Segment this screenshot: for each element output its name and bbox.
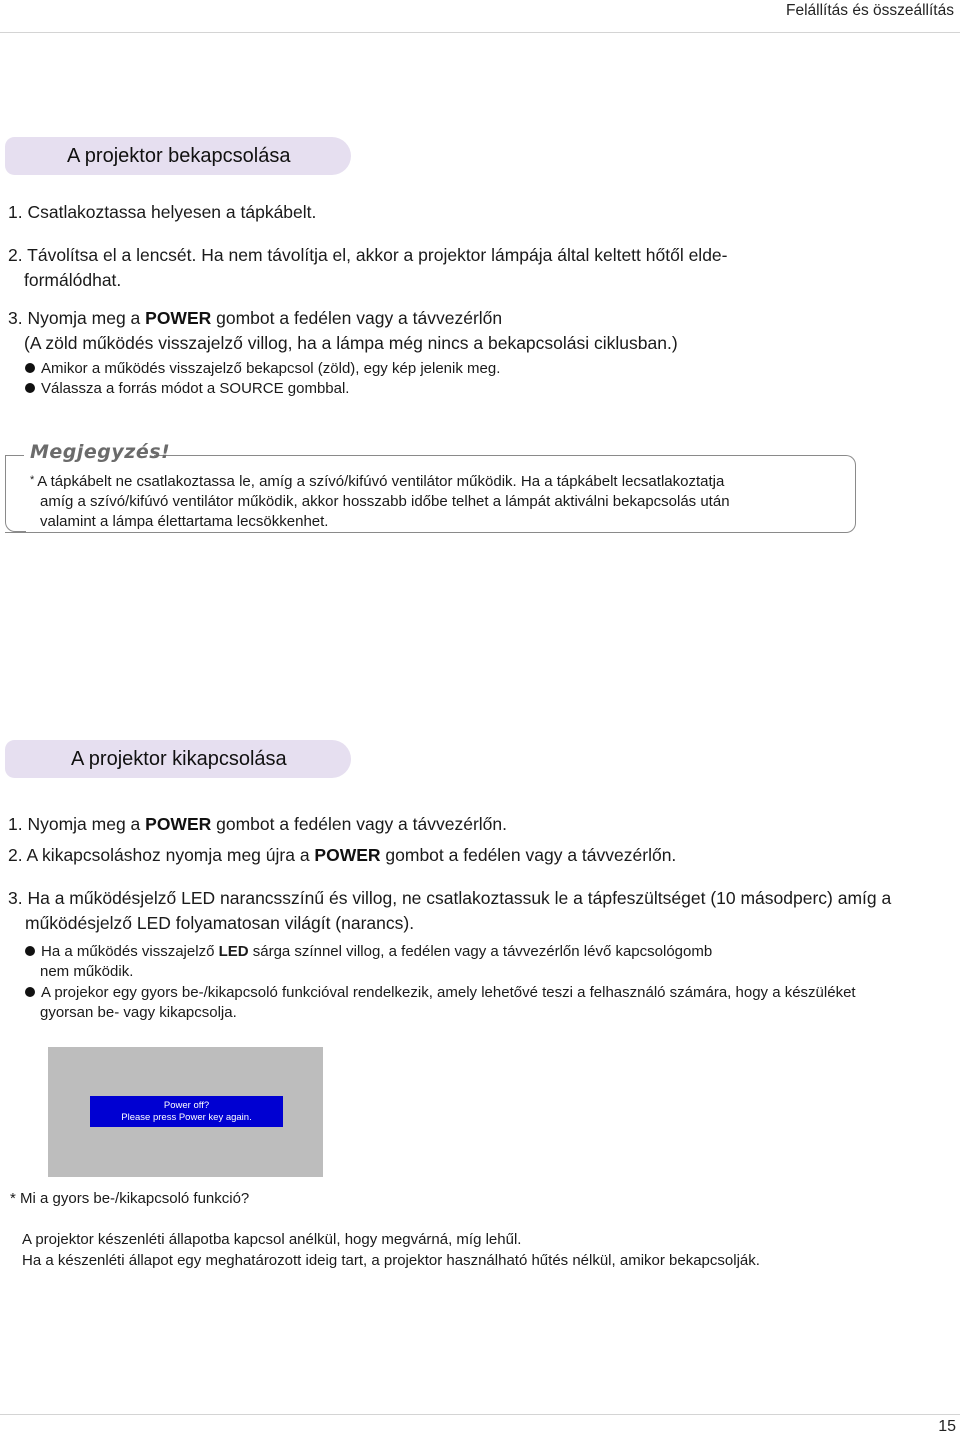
- bullet-continued: nem működik.: [40, 963, 134, 980]
- step-text-post: gombot a fedélen vagy a távvezérlőn: [211, 308, 503, 328]
- step-text-continued: működésjelző LED folyamatosan világít (narancs).: [25, 913, 415, 933]
- page-header-title: Felállítás és összeállítás: [786, 2, 954, 19]
- step-text-post: gombot a fedélen vagy a távvezérlőn.: [380, 845, 677, 865]
- power-off-bullet-1: [25, 942, 925, 982]
- faq-answer-line-2: Ha a készenléti állapot egy meghatározott ideig tart, a projektor használható hűtés nélkül, amikor bekapcsolják.: [22, 1252, 760, 1269]
- power-on-step-1: 1. Csatlakoztassa helyesen a tápkábelt.: [8, 202, 317, 222]
- power-off-step-3: [8, 886, 958, 936]
- bullet-text: Amikor a működés visszajelző bekapcsol (zöld), egy kép jelenik meg.: [41, 360, 501, 377]
- note-line-3: valamint a lámpa élettartama lecsökkenhet.: [40, 513, 329, 530]
- page-number: 15: [938, 1418, 956, 1435]
- osd-line-1: Power off?: [163, 1099, 210, 1111]
- power-off-step-2: [8, 843, 676, 868]
- note-title: Megjegyzés!: [30, 441, 171, 463]
- osd-line-2: Please press Power key again.: [121, 1111, 252, 1123]
- power-off-bullet-2: [25, 983, 955, 1023]
- note-text: [30, 470, 840, 532]
- faq-answer: [22, 1229, 760, 1271]
- power-on-step-3: [8, 306, 908, 356]
- step-text-continued: formálódhat.: [24, 270, 122, 290]
- section-heading-power-on: [5, 137, 351, 175]
- power-keyword: POWER: [314, 845, 381, 865]
- footer-divider: [0, 1414, 960, 1415]
- bullet-dot-icon: [25, 363, 35, 373]
- power-off-step-1: [8, 812, 507, 837]
- step-text-continued: (A zöld működés visszajelző villog, ha a lámpa még nincs a bekapcsolási ciklusban.): [24, 333, 678, 353]
- bullet-text-pre: Ha a működés visszajelző: [41, 943, 219, 960]
- bullet-dot-icon: [25, 987, 35, 997]
- led-keyword: LED: [218, 943, 249, 960]
- step-text: 3. Ha a működésjelző LED narancsszínű és villog, ne csatlakoztassuk le a tápfeszültséget (10 másodperc) amíg a: [8, 888, 892, 908]
- bullet-first-line: [25, 983, 955, 1003]
- step-text: 2. Távolítsa el a lencsét. Ha nem távolítja el, akkor a projektor lámpája által keltett hőtől elde-: [8, 245, 728, 265]
- section-heading-power-off: [5, 740, 351, 778]
- power-keyword: POWER: [145, 308, 212, 328]
- power-on-bullet-1: [25, 359, 500, 379]
- bullet-dot-icon: [25, 946, 35, 956]
- step-text-post: gombot a fedélen vagy a távvezérlőn.: [211, 814, 508, 834]
- bullet-continued: gyorsan be- vagy kikapcsolja.: [40, 1004, 237, 1021]
- power-on-step-2: [8, 243, 908, 293]
- bullet-text-post: sárga színnel villog, a fedélen vagy a távvezérlőn lévő kapcsológomb: [248, 943, 713, 960]
- power-on-bullet-2: [25, 379, 349, 399]
- header-divider: [0, 32, 960, 33]
- section-title: A projektor bekapcsolása: [67, 144, 291, 167]
- note-line-text: A tápkábelt ne csatlakoztassa le, amíg a szívó/kifúvó ventilátor működik. Ha a tápkábelt lecsatlakoztatja: [37, 473, 725, 490]
- note-line-2: amíg a szívó/kifúvó ventilátor működik, akkor hosszabb időbe telhet a lámpát aktiválni bekapcsolás után: [40, 493, 730, 510]
- note-asterisk: *: [30, 474, 35, 486]
- bullet-text: Válassza a forrás módot a SOURCE gombbal.: [41, 380, 350, 397]
- step-text-pre: 3. Nyomja meg a: [8, 308, 146, 328]
- power-off-osd-message: [90, 1096, 283, 1127]
- step-text: [8, 306, 908, 331]
- power-keyword: POWER: [145, 814, 212, 834]
- note-line-1: [30, 470, 840, 492]
- faq-answer-line-1: A projektor készenléti állapotba kapcsol anélkül, hogy megvárná, míg lehűl.: [22, 1231, 522, 1248]
- bullet-first-line: [25, 942, 925, 962]
- section-title: A projektor kikapcsolása: [71, 747, 287, 770]
- step-text-pre: 2. A kikapcsoláshoz nyomja meg újra a: [8, 845, 315, 865]
- bullet-dot-icon: [25, 383, 35, 393]
- faq-question: * Mi a gyors be-/kikapcsoló funkció?: [10, 1190, 250, 1207]
- note-box-left-edge: [5, 455, 26, 532]
- step-text-pre: 1. Nyomja meg a: [8, 814, 146, 834]
- bullet-text: A projekor egy gyors be-/kikapcsoló funkcióval rendelkezik, amely lehetővé teszi a felhasználó számára, hogy a készüléket: [41, 984, 856, 1001]
